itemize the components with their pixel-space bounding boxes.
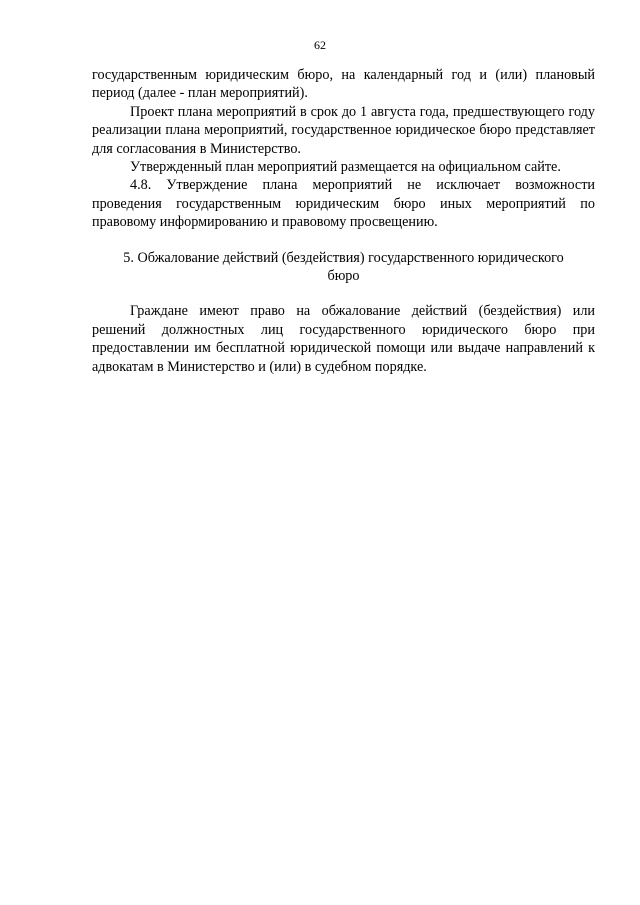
paragraph-4-8: 4.8. Утверждение плана мероприятий не исключает возможности проведения государственным юридическим бюро иных мероприятий по правовому информированию и правовому просвещению. bbox=[92, 177, 595, 231]
section-5-heading bbox=[92, 249, 595, 286]
paragraph-plan-draft: Проект плана мероприятий в срок до 1 августа года, предшествующего году реализации плана мероприятий, государственное юридическое бюро представляет для согласования в Министерство. bbox=[92, 103, 595, 157]
section-5-heading-line2: бюро bbox=[327, 268, 360, 285]
paragraph-appeal-rights: Граждане имеют право на обжалование действий (бездействия) или решений должностных лиц государственного юридического бюро при предоставлении им бесплатной юридической помощи или выдаче направлений к адвокатам в Министерство и (или) в судебном порядке. bbox=[92, 303, 595, 375]
document-body bbox=[92, 66, 595, 376]
section-5-heading-line1: 5. Обжалование действий (бездействия) государственного юридического bbox=[123, 249, 564, 266]
page-number: 62 bbox=[314, 38, 326, 52]
paragraph-plan-published: Утвержденный план мероприятий размещается на официальном сайте. bbox=[130, 159, 561, 176]
paragraph-plan-period: государственным юридическим бюро, на календарный год и (или) плановый период (далее - план мероприятий). bbox=[92, 67, 595, 102]
